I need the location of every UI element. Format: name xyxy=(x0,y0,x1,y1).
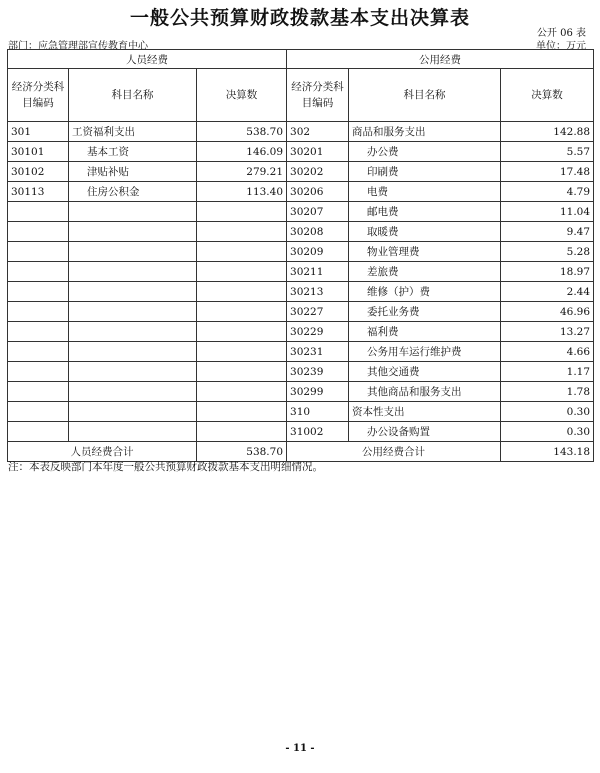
personnel-code: 301 xyxy=(8,122,69,142)
public-name: 公务用车运行维护费 xyxy=(349,342,501,362)
table-row xyxy=(8,362,594,382)
personnel-amount-empty xyxy=(197,242,287,262)
personnel-code: 30113 xyxy=(8,182,69,202)
personnel-name-empty xyxy=(69,262,197,282)
group-public: 公用经费 xyxy=(287,50,594,69)
personnel-amount-empty xyxy=(197,422,287,442)
personnel-code-empty xyxy=(8,342,69,362)
public-name: 电费 xyxy=(349,182,501,202)
public-amount: 1.17 xyxy=(501,362,594,382)
public-code: 310 xyxy=(287,402,349,422)
public-name: 邮电费 xyxy=(349,202,501,222)
public-amount: 5.28 xyxy=(501,242,594,262)
table-row xyxy=(8,282,594,302)
personnel-name: 工资福利支出 xyxy=(69,122,197,142)
table-row xyxy=(8,122,594,142)
total-public-label: 公用经费合计 xyxy=(287,442,501,462)
personnel-code-empty xyxy=(8,422,69,442)
public-amount: 1.78 xyxy=(501,382,594,402)
table-row xyxy=(8,302,594,322)
personnel-code-empty xyxy=(8,322,69,342)
public-code: 30239 xyxy=(287,362,349,382)
personnel-name-empty xyxy=(69,342,197,362)
personnel-code-empty xyxy=(8,382,69,402)
personnel-amount: 279.21 xyxy=(197,162,287,182)
personnel-name-empty xyxy=(69,422,197,442)
personnel-code-empty xyxy=(8,402,69,422)
personnel-name-empty xyxy=(69,402,197,422)
personnel-name-empty xyxy=(69,382,197,402)
table-row xyxy=(8,322,594,342)
personnel-code-empty xyxy=(8,302,69,322)
total-personnel-label: 人员经费合计 xyxy=(8,442,197,462)
public-name: 委托业务费 xyxy=(349,302,501,322)
personnel-amount-empty xyxy=(197,402,287,422)
public-amount: 4.79 xyxy=(501,182,594,202)
personnel-name: 基本工资 xyxy=(69,142,197,162)
unit-label: 单位：万元 xyxy=(536,41,586,52)
col-code-right: 经济分类科目编码 xyxy=(287,69,349,122)
total-public-amount: 143.18 xyxy=(501,442,594,462)
personnel-code-empty xyxy=(8,242,69,262)
personnel-amount-empty xyxy=(197,322,287,342)
col-amount-left: 决算数 xyxy=(197,69,287,122)
personnel-amount: 538.70 xyxy=(197,122,287,142)
personnel-amount-empty xyxy=(197,342,287,362)
public-name: 物业管理费 xyxy=(349,242,501,262)
page-title: 一般公共预算财政拨款基本支出决算表 xyxy=(129,7,470,29)
public-amount: 2.44 xyxy=(501,282,594,302)
personnel-code: 30102 xyxy=(8,162,69,182)
public-name: 商品和服务支出 xyxy=(349,122,501,142)
personnel-name-empty xyxy=(69,362,197,382)
public-name: 福利费 xyxy=(349,322,501,342)
public-name: 资本性支出 xyxy=(349,402,501,422)
public-code: 30227 xyxy=(287,302,349,322)
col-name-right: 科目名称 xyxy=(349,69,501,122)
public-amount: 5.57 xyxy=(501,142,594,162)
table-row xyxy=(8,242,594,262)
public-code: 30231 xyxy=(287,342,349,362)
page-number: - 11 - xyxy=(285,743,315,754)
table-row xyxy=(8,402,594,422)
personnel-name-empty xyxy=(69,242,197,262)
personnel-amount-empty xyxy=(197,382,287,402)
personnel-code: 30101 xyxy=(8,142,69,162)
group-personnel: 人员经费 xyxy=(8,50,287,69)
public-code: 30229 xyxy=(287,322,349,342)
personnel-amount-empty xyxy=(197,222,287,242)
public-name: 维修（护）费 xyxy=(349,282,501,302)
personnel-name-empty xyxy=(69,322,197,342)
public-name: 取暖费 xyxy=(349,222,501,242)
personnel-code-empty xyxy=(8,282,69,302)
public-code: 30211 xyxy=(287,262,349,282)
personnel-code-empty xyxy=(8,202,69,222)
table-row xyxy=(8,162,594,182)
public-amount: 13.27 xyxy=(501,322,594,342)
total-personnel-amount: 538.70 xyxy=(197,442,287,462)
public-name: 办公设备购置 xyxy=(349,422,501,442)
table-row xyxy=(8,202,594,222)
personnel-amount: 146.09 xyxy=(197,142,287,162)
personnel-name-empty xyxy=(69,222,197,242)
col-amount-right: 决算数 xyxy=(501,69,594,122)
public-amount: 17.48 xyxy=(501,162,594,182)
public-code: 31002 xyxy=(287,422,349,442)
public-amount: 142.88 xyxy=(501,122,594,142)
footnote: 注：本表反映部门本年度一般公共预算财政拨款基本支出明细情况。 xyxy=(8,461,323,473)
public-code: 30213 xyxy=(287,282,349,302)
group-header-row xyxy=(8,50,594,69)
public-amount: 4.66 xyxy=(501,342,594,362)
table-row xyxy=(8,422,594,442)
personnel-amount: 113.40 xyxy=(197,182,287,202)
public-code: 30299 xyxy=(287,382,349,402)
public-code: 30207 xyxy=(287,202,349,222)
table-row xyxy=(8,342,594,362)
form-code: 公开 06 表 xyxy=(536,28,586,39)
public-amount: 18.97 xyxy=(501,262,594,282)
public-code: 30209 xyxy=(287,242,349,262)
personnel-amount-empty xyxy=(197,302,287,322)
table-row xyxy=(8,382,594,402)
public-name: 其他商品和服务支出 xyxy=(349,382,501,402)
col-code-left: 经济分类科目编码 xyxy=(8,69,69,122)
personnel-amount-empty xyxy=(197,362,287,382)
personnel-name-empty xyxy=(69,202,197,222)
expenditure-table xyxy=(7,49,594,462)
table-row xyxy=(8,182,594,202)
personnel-amount-empty xyxy=(197,202,287,222)
public-amount: 0.30 xyxy=(501,402,594,422)
personnel-amount-empty xyxy=(197,262,287,282)
personnel-name: 津贴补贴 xyxy=(69,162,197,182)
personnel-name-empty xyxy=(69,282,197,302)
public-amount: 11.04 xyxy=(501,202,594,222)
col-name-left: 科目名称 xyxy=(69,69,197,122)
public-code: 30201 xyxy=(287,142,349,162)
public-code: 302 xyxy=(287,122,349,142)
personnel-name: 住房公积金 xyxy=(69,182,197,202)
table-row xyxy=(8,142,594,162)
table-row xyxy=(8,222,594,242)
public-code: 30208 xyxy=(287,222,349,242)
public-name: 其他交通费 xyxy=(349,362,501,382)
table-row xyxy=(8,262,594,282)
department-label: 部门：应急管理部宣传教育中心 xyxy=(8,41,148,52)
personnel-code-empty xyxy=(8,362,69,382)
public-amount: 9.47 xyxy=(501,222,594,242)
public-code: 30202 xyxy=(287,162,349,182)
personnel-code-empty xyxy=(8,222,69,242)
public-name: 差旅费 xyxy=(349,262,501,282)
personnel-name-empty xyxy=(69,302,197,322)
personnel-code-empty xyxy=(8,262,69,282)
public-name: 印刷费 xyxy=(349,162,501,182)
personnel-amount-empty xyxy=(197,282,287,302)
public-code: 30206 xyxy=(287,182,349,202)
public-name: 办公费 xyxy=(349,142,501,162)
public-amount: 0.30 xyxy=(501,422,594,442)
public-amount: 46.96 xyxy=(501,302,594,322)
column-header-row xyxy=(8,69,594,122)
